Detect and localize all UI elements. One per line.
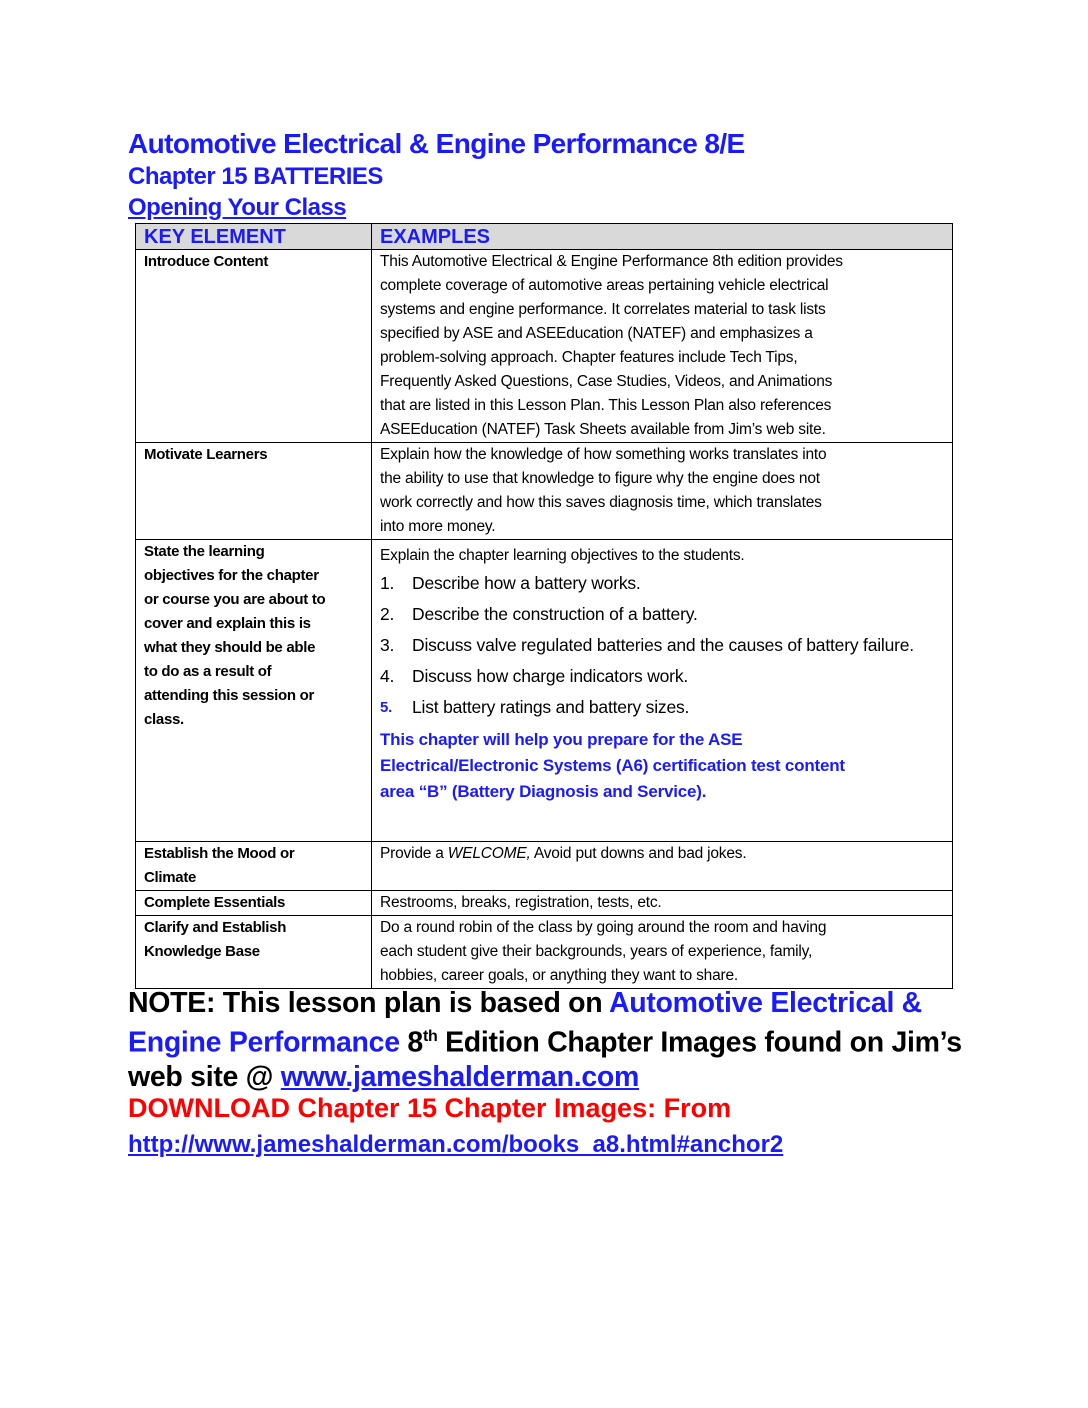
key-element-cell: [136, 443, 372, 540]
document-title: Automotive Electrical & Engine Performance 8/E: [128, 128, 745, 159]
examples-line: complete coverage of automotive areas pertaining vehicle electrical: [380, 277, 829, 294]
note-edition-sup: th: [422, 1028, 438, 1045]
key-element-line: class.: [144, 711, 184, 728]
objective-number: 1.: [380, 573, 395, 593]
table-row: [136, 443, 953, 540]
examples-line: Frequently Asked Questions, Case Studies, Videos, and Animations: [380, 373, 833, 390]
key-element-line: Knowledge Base: [144, 943, 260, 960]
examples-line: each student give their backgrounds, years of experience, family,: [380, 943, 813, 960]
note-paragraph: [128, 986, 978, 1094]
table-row: [136, 916, 953, 989]
key-element-line: Climate: [144, 869, 197, 886]
key-element-line: objectives for the chapter: [144, 567, 319, 584]
ase-note-line: area “B” (Battery Diagnosis and Service).: [380, 782, 707, 801]
col-header-examples: EXAMPLES: [372, 224, 953, 250]
section-title: Opening Your Class: [128, 194, 347, 221]
key-element-line: to do as a result of: [144, 663, 272, 680]
note-edition: 8: [399, 1026, 423, 1059]
note-middle: Edition Chapter Images found on Jim’s web site @: [128, 1026, 962, 1093]
table-header-row: [136, 224, 953, 250]
col-header-key-element: KEY ELEMENT: [136, 224, 372, 250]
key-element-cell: [136, 916, 372, 989]
download-label: DOWNLOAD Chapter 15 Chapter Images: From: [128, 1093, 732, 1123]
examples-line: ASEEducation (NATEF) Task Sheets available from Jim’s web site.: [380, 421, 826, 438]
key-element-cell: [136, 842, 372, 891]
examples-line: Restrooms, breaks, registration, tests, etc.: [380, 894, 662, 911]
table-row: [136, 540, 953, 842]
key-element-line: what they should be able: [144, 639, 316, 656]
key-element-cell: [136, 891, 372, 916]
examples-line: This Automotive Electrical & Engine Performance 8th edition provides: [380, 253, 843, 270]
examples-line: hobbies, career goals, or anything they want to share.: [380, 967, 738, 984]
examples-cell: [372, 916, 953, 989]
examples-line: Provide a WELCOME, Avoid put downs and bad jokes.: [380, 845, 747, 862]
examples-line: Do a round robin of the class by going around the room and having: [380, 919, 827, 936]
examples-line: into more money.: [380, 518, 496, 535]
examples-line: Explain the chapter learning objectives to the students.: [380, 547, 745, 564]
examples-line: Explain how the knowledge of how something works translates into: [380, 446, 827, 463]
key-element-line: Motivate Learners: [144, 446, 268, 463]
objectives-list: [380, 568, 944, 723]
objective-text: Discuss valve regulated batteries and the causes of battery failure.: [412, 635, 914, 655]
examples-line: systems and engine performance. It correlates material to task lists: [380, 301, 826, 318]
examples-line: specified by ASE and ASEEducation (NATEF) and emphasizes a: [380, 325, 813, 342]
table-row: [136, 842, 953, 891]
table-row: [136, 250, 953, 443]
note-prefix: NOTE: This lesson plan is based on: [128, 987, 609, 1019]
objective-text: Describe how a battery works.: [412, 573, 641, 593]
objective-text: Discuss how charge indicators work.: [412, 666, 689, 686]
key-element-line: attending this session or: [144, 687, 315, 704]
objective-item: [380, 692, 944, 723]
objective-text: List battery ratings and battery sizes.: [412, 697, 690, 717]
objective-number: 5.: [380, 699, 393, 716]
examples-cell: [372, 250, 953, 443]
examples-cell: [372, 540, 953, 842]
objective-item: [380, 599, 944, 630]
key-element-line: Complete Essentials: [144, 894, 286, 911]
key-element-cell: [136, 540, 372, 842]
examples-line: that are listed in this Lesson Plan. This Lesson Plan also references: [380, 397, 832, 414]
ase-note-line: Electrical/Electronic Systems (A6) certification test content: [380, 756, 845, 775]
key-element-line: Establish the Mood or: [144, 845, 295, 862]
examples-line: problem-solving approach. Chapter features include Tech Tips,: [380, 349, 798, 366]
examples-line: the ability to use that knowledge to figure why the engine does not: [380, 470, 820, 487]
chapter-title: Chapter 15 BATTERIES: [128, 163, 383, 190]
key-element-line: or course you are about to: [144, 591, 326, 608]
examples-cell: [372, 891, 953, 916]
objective-item: [380, 661, 944, 692]
download-url-link[interactable]: http://www.jameshalderman.com/books_a8.html#anchor2: [128, 1131, 784, 1158]
examples-line: work correctly and how this saves diagnosis time, which translates: [380, 494, 822, 511]
objective-number: 4.: [380, 666, 395, 686]
key-element-cell: [136, 250, 372, 443]
objective-number: 3.: [380, 635, 395, 655]
objective-item: [380, 568, 944, 599]
ase-certification-note: [380, 727, 944, 809]
lesson-table: [135, 223, 953, 989]
objective-item: [380, 630, 944, 661]
note-book-title: Automotive Electrical & Engine Performance: [128, 987, 922, 1059]
key-element-line: Clarify and Establish: [144, 919, 287, 936]
table-row: [136, 891, 953, 916]
key-element-line: Introduce Content: [144, 253, 269, 270]
examples-cell: [372, 443, 953, 540]
objective-number: 2.: [380, 604, 395, 624]
ase-note-line: This chapter will help you prepare for the ASE: [380, 730, 743, 749]
examples-cell: [372, 842, 953, 891]
website-link[interactable]: www.jameshalderman.com: [280, 1060, 640, 1093]
key-element-line: cover and explain this is: [144, 615, 311, 632]
objective-text: Describe the construction of a battery.: [412, 604, 698, 624]
key-element-line: State the learning: [144, 543, 265, 560]
